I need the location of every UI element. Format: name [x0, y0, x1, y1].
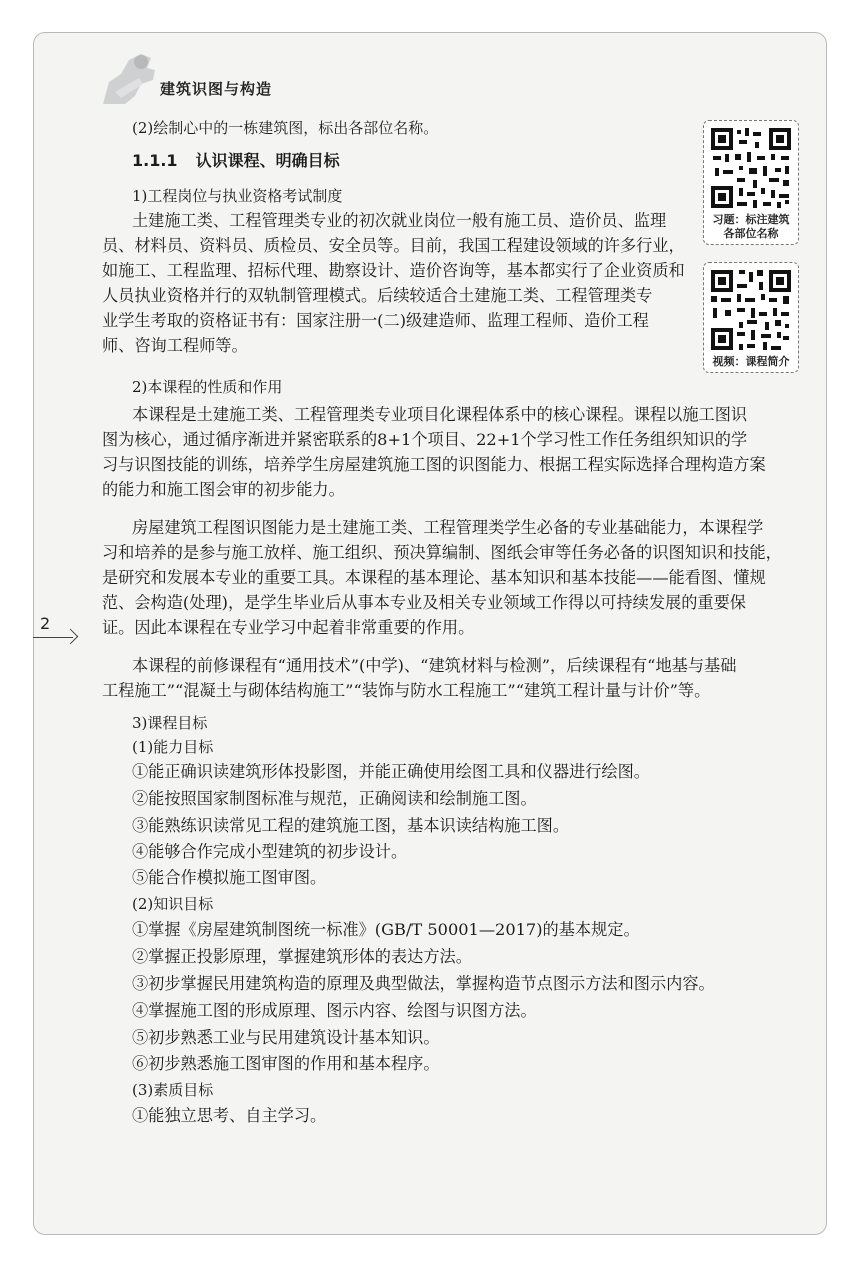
subheading: (2)知识目标 [132, 895, 214, 913]
paragraph-line: 员、材料员、资料员、质检员、安全员等。目前，我国工程建设领域的许多行业， [102, 236, 685, 255]
paragraph-line: 师、咨询工程师等。 [102, 336, 248, 355]
paragraph-line: 的能力和施工图会审的初步能力。 [102, 480, 345, 499]
task-instruction: (2)绘制心中的一栋建筑图，标出各部位名称。 [132, 119, 439, 137]
list-item: ④能够合作完成小型建筑的初步设计。 [132, 842, 408, 861]
paragraph-line: 本课程是土建施工类、工程管理类专业项目化课程体系中的核心课程。课程以施工图识 [132, 405, 748, 424]
section-title: 认识课程、明确目标 [195, 151, 340, 170]
paragraph-line: 如施工、工程监理、招标代理、勘察设计、造价咨询等，基本都实行了企业资质和 [102, 261, 685, 280]
paragraph-line: 工程施工”“混凝土与砌体结构施工”“装饰与防水工程施工”“建筑工程计量与计价”等。 [102, 681, 711, 700]
qr-caption-line: 各部位名称 [723, 227, 779, 240]
qr-caption-line: 视频：课程简介 [712, 355, 790, 368]
paragraph-line: 房屋建筑工程图识图能力是土建施工类、工程管理类学生必备的专业基础能力，本课程学 [132, 518, 764, 537]
section-heading [132, 149, 340, 173]
paragraph-line: 范、会构造(处理)，是学生毕业后从事本专业及相关专业领域工作得以可持续发展的重要保 [102, 593, 746, 612]
paragraph-line: 习和培养的是参与施工放样、施工组织、预决算编制、图纸会审等任务必备的识图知识和技能， [102, 543, 782, 562]
list-item: ③能熟练识读常见工程的建筑施工图，基本识读结构施工图。 [132, 816, 570, 835]
paragraph-line: 业学生考取的资格证书有：国家注册一(二)级建造师、监理工程师、造价工程 [102, 311, 649, 330]
list-item: ①能独立思考、自主学习。 [132, 1106, 327, 1125]
subheading: 2)本课程的性质和作用 [132, 378, 283, 396]
subheading: 3)课程目标 [132, 714, 208, 732]
paragraph-line: 土建施工类、工程管理类专业的初次就业岗位一般有施工员、造价员、监理 [132, 211, 667, 230]
paragraph-line: 人员执业资格并行的双轨制管理模式。后续较适合土建施工类、工程管理类专 [102, 286, 653, 305]
qr-caption [709, 213, 793, 241]
book-title: 建筑识图与构造 [160, 80, 273, 98]
list-item: ⑤能合作模拟施工图审图。 [132, 868, 327, 887]
list-item: ②掌握正投影原理，掌握建筑形体的表达方法。 [132, 947, 472, 966]
list-item: ①掌握《房屋建筑制图统一标准》(GB/T 50001—2017)的基本规定。 [132, 920, 640, 939]
paragraph-line: 是研究和发展本专业的重要工具。本课程的基本理论、基本知识和基本技能——能看图、懂规 [102, 568, 766, 587]
paragraph-line: 本课程的前修课程有“通用技术”(中学)、“建筑材料与检测”，后续课程有“地基与基础 [132, 656, 737, 675]
qr-caption [709, 355, 793, 369]
list-item: ②能按照国家制图标准与规范，正确阅读和绘制施工图。 [132, 789, 537, 808]
qr-code-icon [709, 126, 793, 210]
subheading: 1)工程岗位与执业资格考试制度 [132, 187, 343, 205]
qr-code-video[interactable] [703, 262, 799, 373]
page-number: 2 [40, 614, 51, 633]
paragraph-line: 图为核心，通过循序渐进并紧密联系的8+1个项目、22+1个学习性工作任务组织知识的学 [102, 430, 748, 449]
subheading: (1)能力目标 [132, 738, 214, 756]
section-number: 1.1.1 [132, 151, 178, 170]
list-item: ③初步掌握民用建筑构造的原理及典型做法，掌握构造节点图示方法和图示内容。 [132, 974, 715, 993]
subheading: (3)素质目标 [132, 1081, 214, 1099]
list-item: ⑤初步熟悉工业与民用建筑设计基本知识。 [132, 1028, 440, 1047]
qr-code-exercise[interactable] [703, 120, 799, 245]
qr-code-icon [709, 268, 793, 352]
paragraph-line: 习与识图技能的训练，培养学生房屋建筑施工图的识图能力、根据工程实际选择合理构造方案 [102, 455, 766, 474]
list-item: ④掌握施工图的形成原理、图示内容、绘图与识图方法。 [132, 1001, 537, 1020]
qr-caption-line: 习题：标注建筑 [712, 213, 790, 226]
list-item: ①能正确识读建筑形体投影图，并能正确使用绘图工具和仪器进行绘图。 [132, 762, 650, 781]
list-item: ⑥初步熟悉施工图审图的作用和基本程序。 [132, 1054, 440, 1073]
worker-logo-icon [95, 52, 165, 106]
paragraph-line: 证。因此本课程在专业学习中起着非常重要的作用。 [102, 618, 475, 637]
